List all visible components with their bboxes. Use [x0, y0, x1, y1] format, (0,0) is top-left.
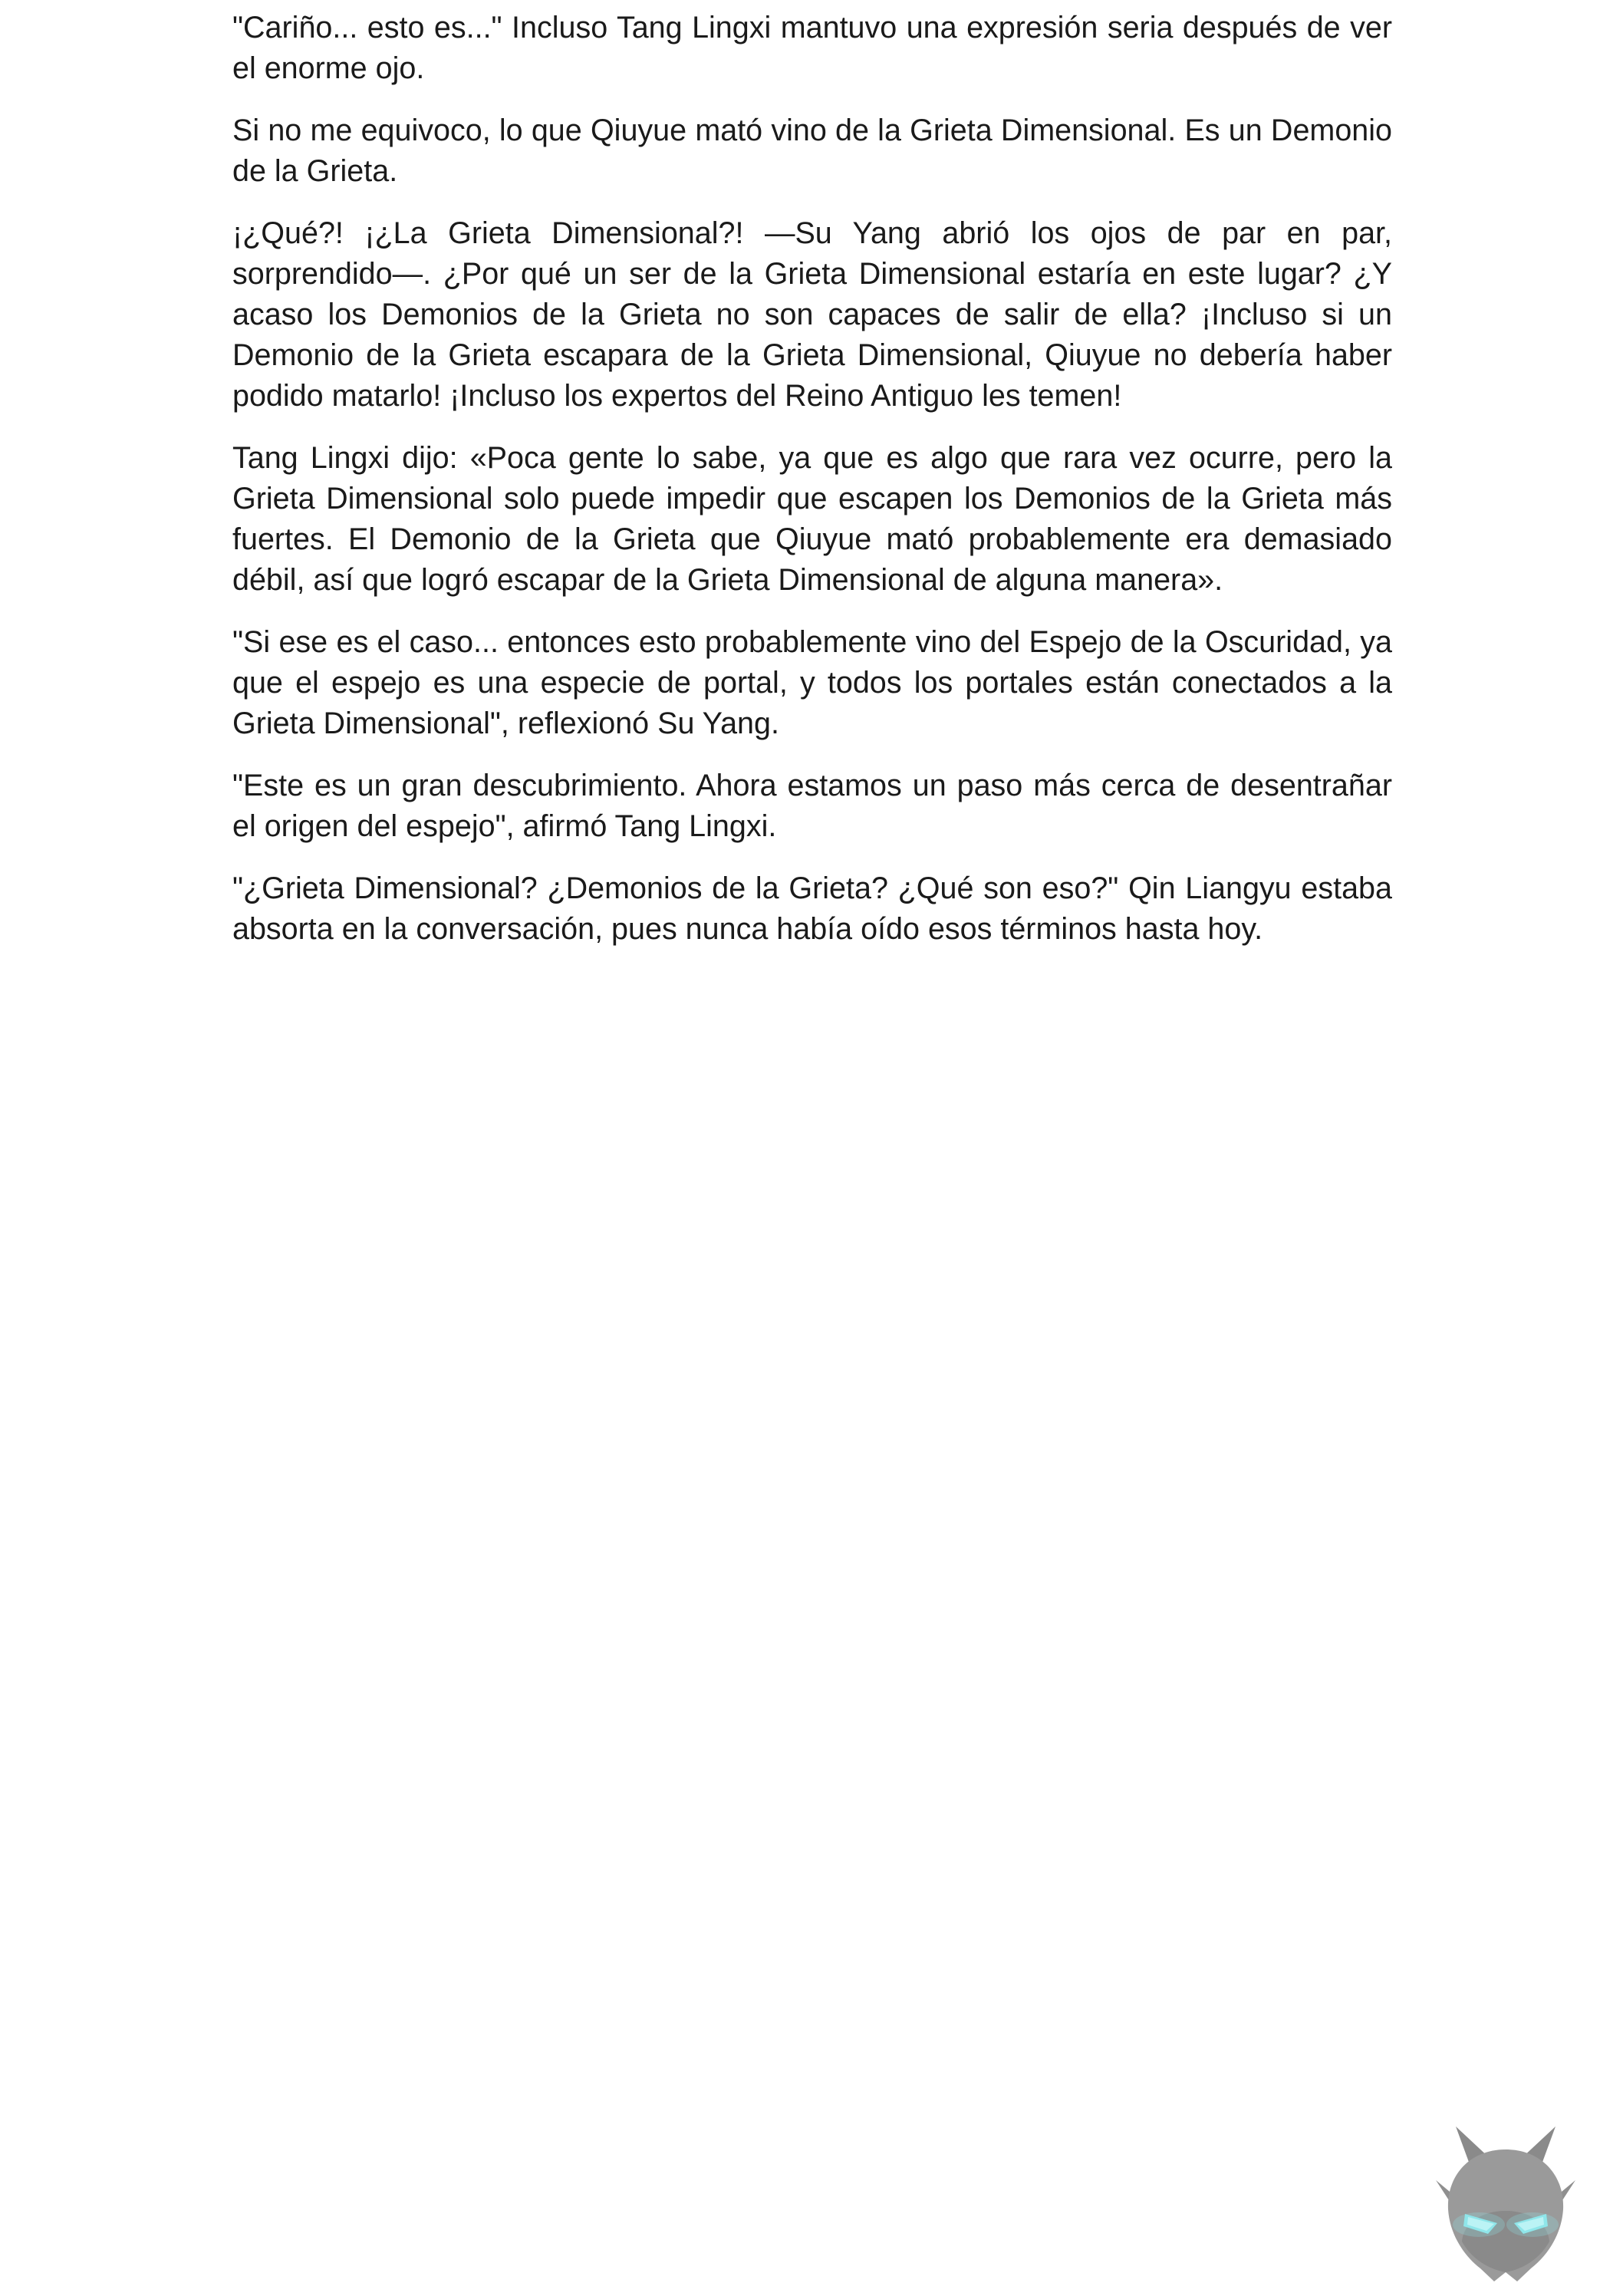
paragraph-3: ¡¿Qué?! ¡¿La Grieta Dimensional?! —Su Yang abrió los ojos de par en par, sorprendido—. ¿Por qué un ser de la Grieta Dimensional estaría en este lugar? ¿Y acaso los Demonios de la Grieta no son capaces de salir de ella? ¡Incluso si un Demonio de la Grieta escapara de la Grieta Dimensional, Qiuyue no debería haber podido matarlo! ¡Incluso los expertos del Reino Antiguo les temen! — [232, 216, 1392, 413]
paragraph-2: Si no me equivoco, lo que Qiuyue mató vino de la Grieta Dimensional. Es un Demonio de la Grieta. — [232, 114, 1392, 188]
paragraph-4: Tang Lingxi dijo: «Poca gente lo sabe, ya que es algo que rara vez ocurre, pero la Grieta Dimensional solo puede impedir que escapen los Demonios de la Grieta más fuertes. El Demonio de la Grieta que Qiuyue mató probablemente era demasiado débil, así que logró escapar de la Grieta Dimensional de alguna manera». — [232, 441, 1392, 597]
paragraph-1: "Cariño... esto es..." Incluso Tang Lingxi mantuvo una expresión seria después de ver el enorme ojo. — [232, 11, 1392, 85]
paragraph-5: "Si ese es el caso... entonces esto probablemente vino del Espejo de la Oscuridad, ya que el espejo es una especie de portal, y todos los portales están conectados a la Grieta Dimensional", reflexionó Su Yang. — [232, 625, 1392, 740]
paragraph-6: "Este es un gran descubrimiento. Ahora estamos un paso más cerca de desentrañar el origen del espejo", afirmó Tang Lingxi. — [232, 769, 1392, 843]
paragraph-7: "¿Grieta Dimensional? ¿Demonios de la Grieta? ¿Qué son eso?" Qin Liangyu estaba absorta en la conversación, pues nunca había oído esos términos hasta hoy. — [232, 871, 1392, 946]
demon-head-logo-icon — [1433, 2119, 1579, 2288]
document-body — [232, 8, 1392, 971]
